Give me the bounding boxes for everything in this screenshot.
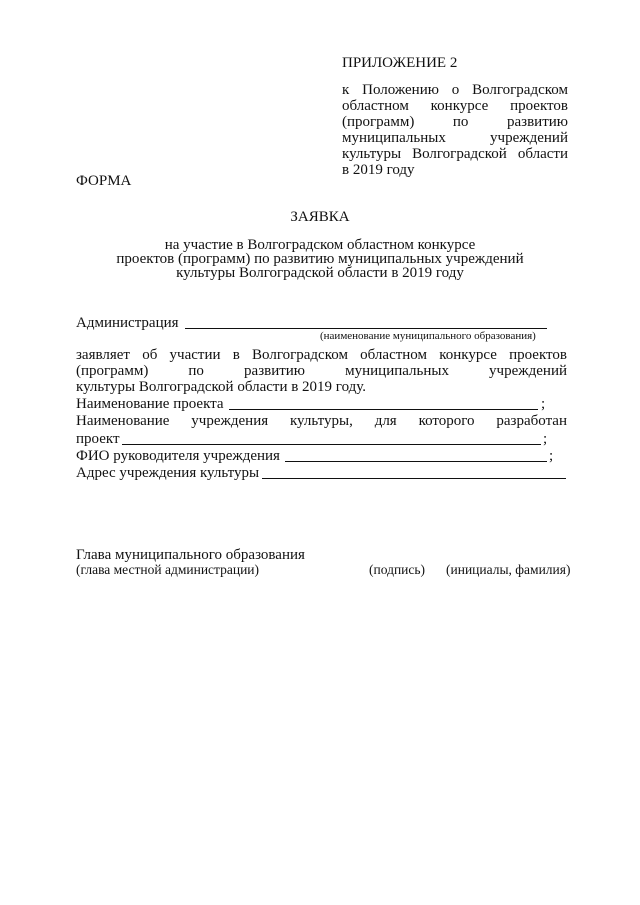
appendix-line: муниципальных учреждений [342, 130, 568, 146]
appendix-line: областном конкурсе проектов [342, 98, 568, 114]
appendix-text [342, 82, 568, 178]
appendix-line: культуры Волгоградской области [342, 146, 568, 162]
project-name-field[interactable] [229, 394, 538, 410]
declaration-line: культуры Волгоградской области в 2019 году. [76, 379, 367, 395]
institution-label [76, 413, 567, 429]
initials-hint: (инициалы, фамилия) [446, 562, 571, 577]
form-label: ФОРМА [76, 173, 132, 189]
admin-hint: (наименование муниципального образования) [320, 330, 536, 342]
application-subtitle-line: на участие в Волгоградском областном конкурсе [164, 237, 476, 253]
address-label: Адрес учреждения культуры [76, 465, 260, 481]
semicolon: ; [549, 448, 554, 464]
institution-label-cont: проект [76, 431, 120, 447]
appendix-title: ПРИЛОЖЕНИЕ 2 [342, 55, 458, 71]
application-subtitle-line: проектов (программ) по развитию муниципальных учреждений [116, 251, 524, 267]
admin-label: Администрация [76, 315, 179, 331]
application-title: ЗАЯВКА [290, 209, 350, 225]
application-subtitle-line: культуры Волгоградской области в 2019 году [176, 265, 464, 281]
director-label: ФИО руководителя учреждения [76, 448, 280, 464]
declaration-line: (программ) по развитию муниципальных учреждений [76, 363, 567, 379]
declaration-text [76, 347, 567, 395]
director-field[interactable] [285, 446, 547, 462]
institution-field[interactable] [122, 429, 541, 445]
admin-name-field[interactable] [185, 313, 547, 329]
institution-label-line: Наименование учреждения культуры, для которого разработан [76, 413, 567, 429]
project-name-label: Наименование проекта [76, 396, 224, 412]
semicolon: ; [541, 396, 546, 412]
declaration-line: заявляет об участии в Волгоградском областном конкурсе проектов [76, 347, 567, 363]
appendix-line: в 2019 году [342, 162, 415, 178]
head-label: Глава муниципального образования [76, 547, 305, 563]
address-field[interactable] [262, 463, 566, 479]
appendix-line: к Положению о Волгоградском [342, 82, 568, 98]
head-sub: (глава местной администрации) [76, 562, 260, 577]
signature-hint: (подпись) [369, 562, 426, 577]
appendix-line: (программ) по развитию [342, 114, 568, 130]
semicolon: ; [543, 431, 548, 447]
